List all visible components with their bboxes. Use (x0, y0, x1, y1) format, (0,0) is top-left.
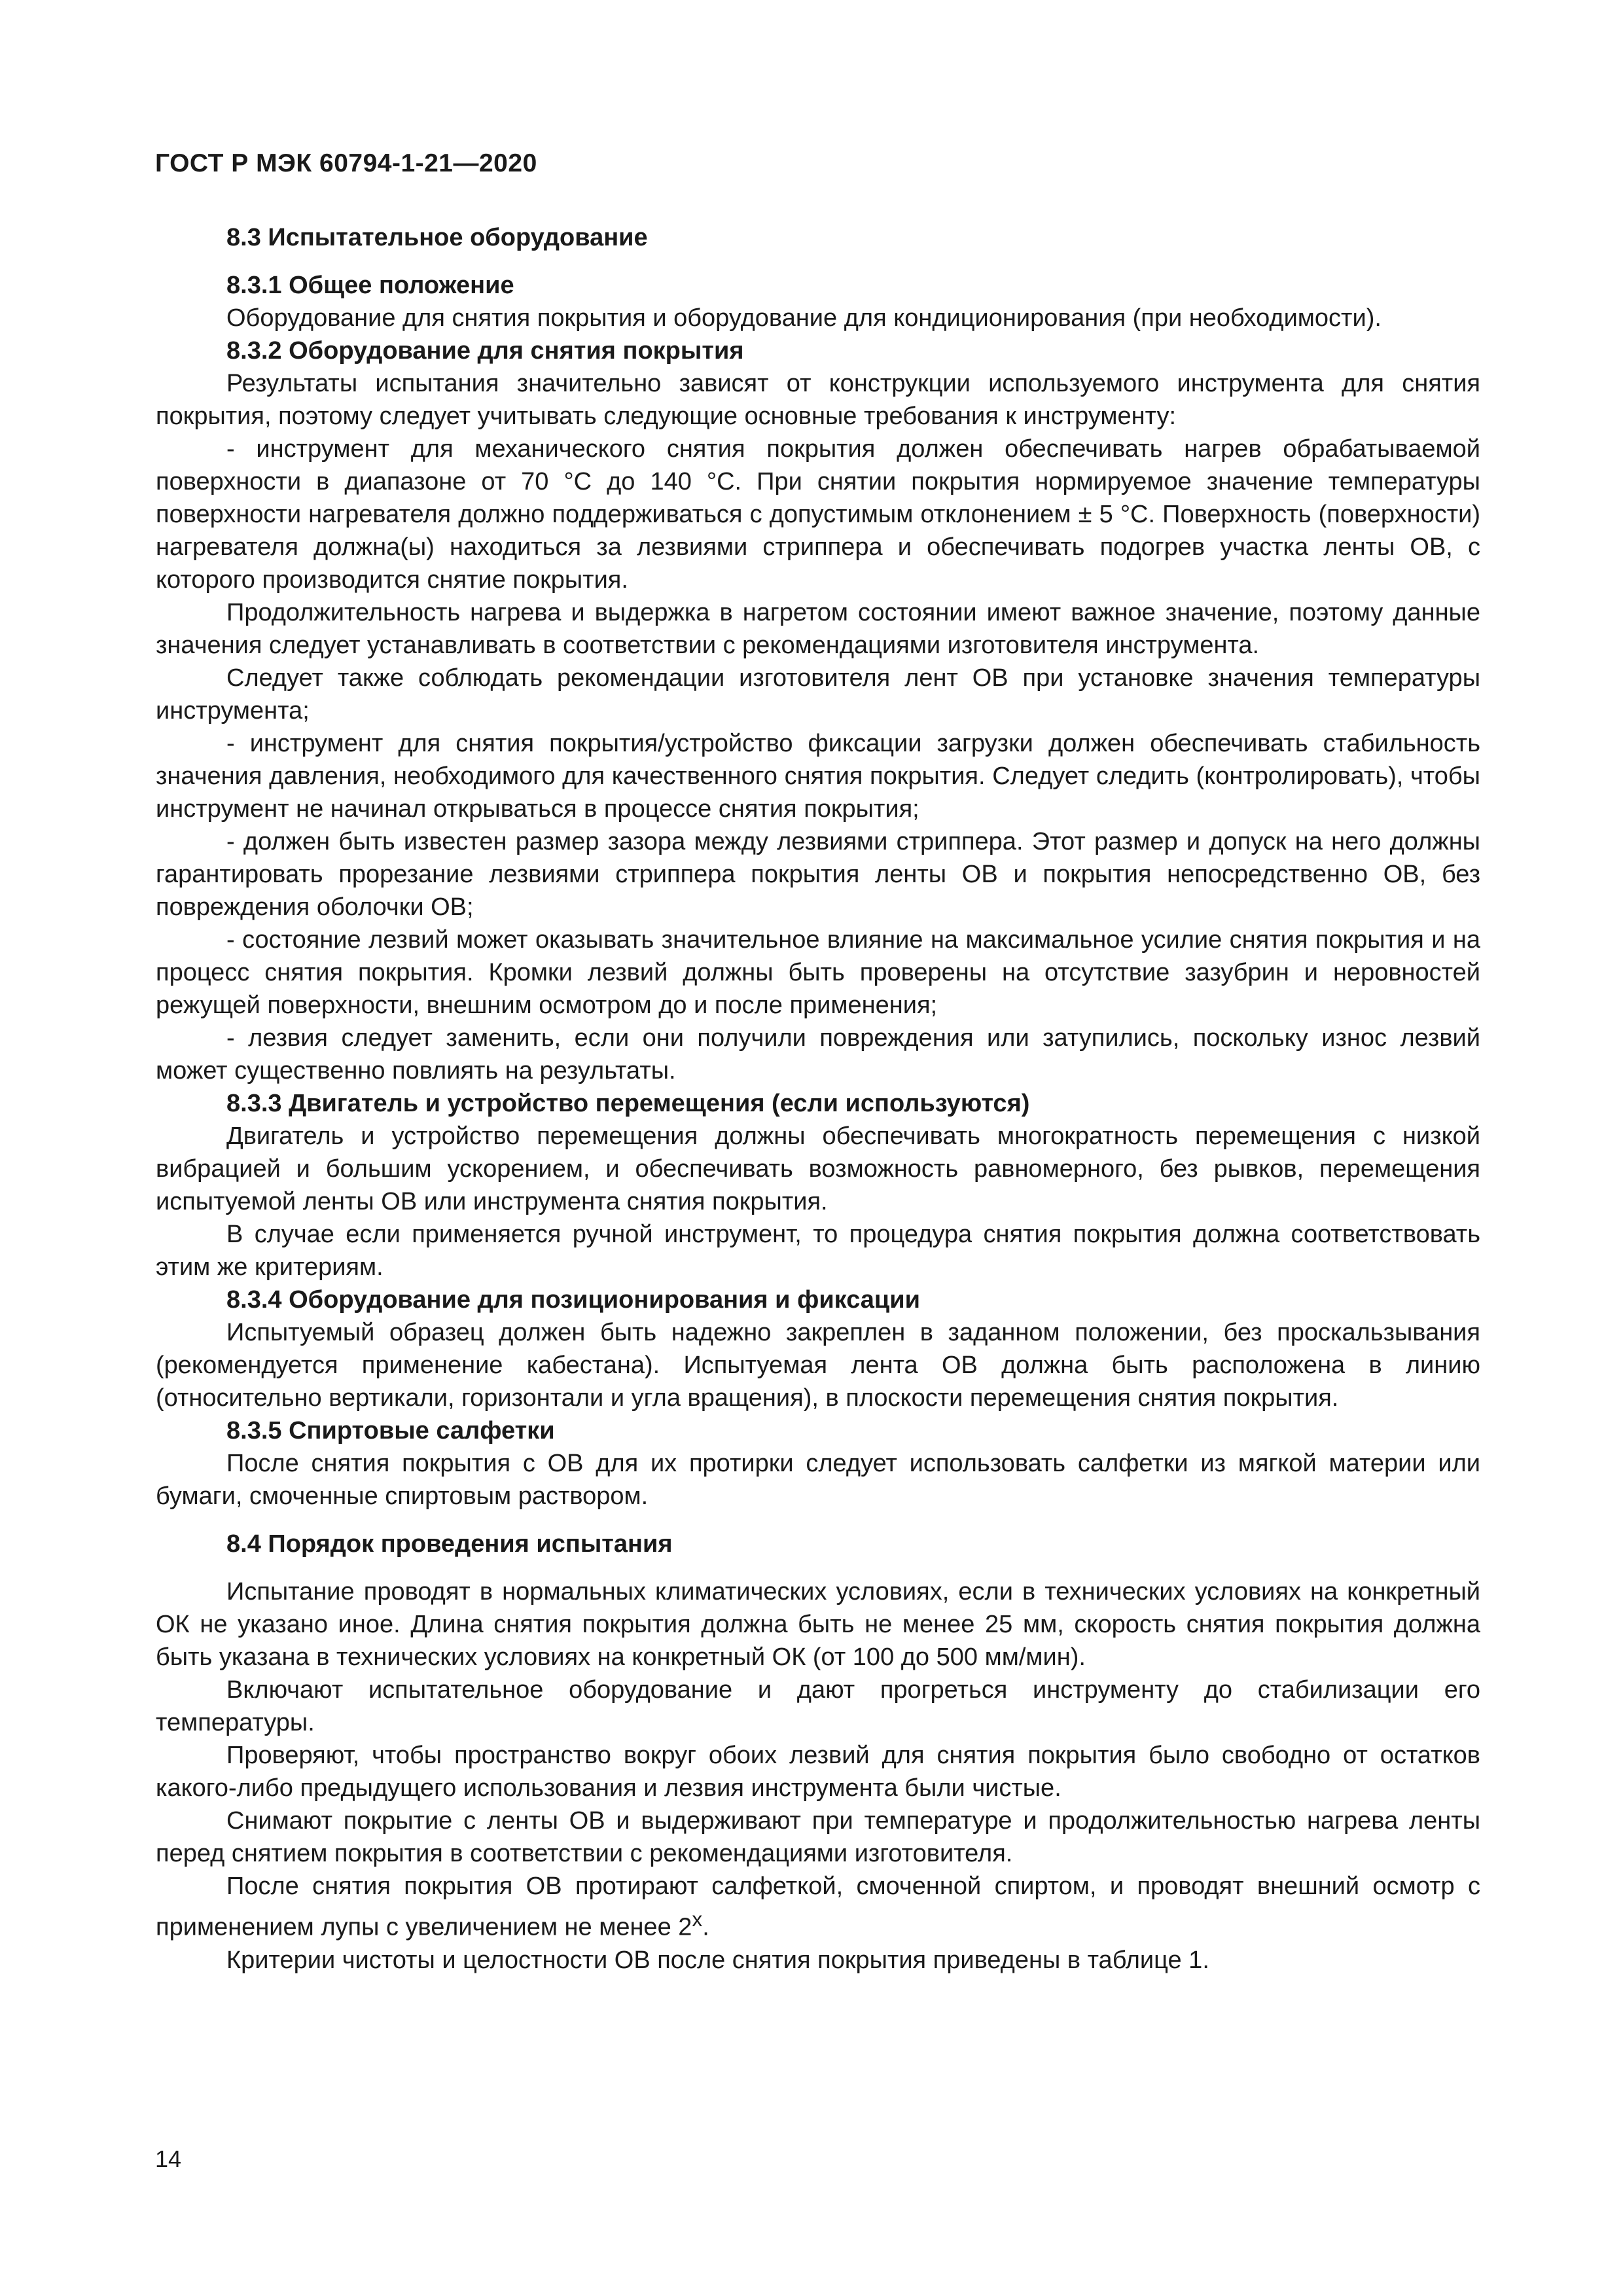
list-item: - инструмент для снятия покрытия/устройство фиксации загрузки должен обеспечивать стабильность значения давления, необходимого для качественного снятия покрытия. Следует следить (контролировать), чтобы инструмент не начинал открываться в процессе снятия покрытия; (156, 730, 1480, 823)
list-item: - инструмент для механического снятия покрытия должен обеспечивать нагрев обрабатываемой поверхности в диапазоне от 70 °С до 140 °С. При снятии покрытия нормируемое значение температуры поверхности нагревателя должно поддерживаться с допустимым отклонением ± 5 °С. Поверхность (поверхности) нагревателя должна(ы) находиться за лезвиями стриппера и обеспечивать подогрев участка ленты ОВ, с которого производится снятие покрытия. (156, 435, 1480, 594)
paragraph: Двигатель и устройство перемещения должны обеспечивать многократность перемещения с низкой вибрацией и большим ускорением, и обеспечивать возможность равномерного, без рывков, перемещения испытуемой ленты ОВ или инструмента снятия покрытия. (156, 1122, 1480, 1215)
paragraph: Продолжительность нагрева и выдержка в нагретом состоянии имеют важное значение, поэтому данные значения следует устанавливать в соответствии с рекомендациями изготовителя инструмента. (156, 599, 1480, 659)
page-number: 14 (155, 2145, 182, 2172)
paragraph: В случае если применяется ручной инструмент, то процедура снятия покрытия должна соответствовать этим же критериям. (156, 1221, 1480, 1281)
list-item: - должен быть известен размер зазора между лезвиями стриппера. Этот размер и допуск на него должны гарантировать прорезание лезвиями стриппера покрытия ленты ОВ и покрытия непосредственно ОВ, без повреждения оболочки ОВ; (156, 828, 1480, 921)
section-heading-8-3: 8.3 Испытательное оборудование (226, 224, 648, 251)
list-item: - лезвия следует заменить, если они получили повреждения или затупились, поскольку износ лезвий может существенно повлиять на результаты. (156, 1024, 1480, 1085)
paragraph: После снятия покрытия с ОВ для их протирки следует использовать салфетки из мягкой материи или бумаги, смоченные спиртовым раствором. (156, 1450, 1480, 1510)
paragraph: Испытание проводят в нормальных климатических условиях, если в технических условиях на конкретный ОК не указано иное. Длина снятия покрытия должна быть не менее 25 мм, скорость снятия покрытия должна быть указана в технических условиях на конкретный ОК (от 100 до 500 мм/мин). (156, 1578, 1480, 1671)
paragraph: Проверяют, чтобы пространство вокруг обоих лезвий для снятия покрытия было свободно от остатков какого-либо предыдущего использования и лезвия инструмента были чистые. (156, 1742, 1480, 1802)
document-body (156, 221, 1480, 1977)
paragraph: Следует также соблюдать рекомендации изготовителя лент ОВ при установке значения температуры инструмента; (156, 664, 1480, 725)
paragraph: Снимают покрытие с ленты ОВ и выдерживают при температуре и продолжительностью нагрева ленты перед снятием покрытия в соответствии с рекомендациями изготовителя. (156, 1807, 1480, 1867)
paragraph-text: После снятия покрытия ОВ протирают салфеткой, смоченной спиртом, и проводят внешний осмотр с применением лупы с увеличением не менее 2 (156, 1873, 1480, 1941)
paragraph: Испытуемый образец должен быть надежно закреплен в заданном положении, без проскальзывания (рекомендуется применение кабестана). Испытуемая лента ОВ должна быть расположена в линию (относительно вертикали, горизонтали и угла вращения), в плоскости перемещения снятия покрытия. (156, 1319, 1480, 1412)
paragraph (156, 1870, 1480, 1944)
section-heading-8-4: 8.4 Порядок проведения испытания (226, 1530, 673, 1558)
subsection-heading-8-3-5: 8.3.5 Спиртовые салфетки (226, 1417, 555, 1444)
paragraph: Результаты испытания значительно зависят от конструкции используемого инструмента для снятия покрытия, поэтому следует учитывать следующие основные требования к инструменту: (156, 370, 1480, 430)
document-header-id: ГОСТ Р МЭК 60794-1-21—2020 (155, 149, 537, 177)
superscript-x: x (692, 1907, 703, 1931)
paragraph: Оборудование для снятия покрытия и оборудование для кондиционирования (при необходимости). (226, 304, 1382, 332)
subsection-heading-8-3-3: 8.3.3 Двигатель и устройство перемещения (если используются) (226, 1090, 1030, 1117)
subsection-heading-8-3-2: 8.3.2 Оборудование для снятия покрытия (226, 337, 744, 365)
subsection-heading-8-3-1: 8.3.1 Общее положение (226, 272, 514, 299)
paragraph-period: . (702, 1913, 709, 1941)
list-item: - состояние лезвий может оказывать значительное влияние на максимальное усилие снятия покрытия и на процесс снятия покрытия. Кромки лезвий должны быть проверены на отсутствие зазубрин и неровностей режущей поверхности, внешним осмотром до и после применения; (156, 926, 1480, 1019)
paragraph: Критерии чистоты и целостности ОВ после снятия покрытия приведены в таблице 1. (226, 1946, 1209, 1974)
paragraph: Включают испытательное оборудование и дают прогреться инструменту до стабилизации его температуры. (156, 1676, 1480, 1736)
subsection-heading-8-3-4: 8.3.4 Оборудование для позиционирования и фиксации (226, 1286, 921, 1314)
